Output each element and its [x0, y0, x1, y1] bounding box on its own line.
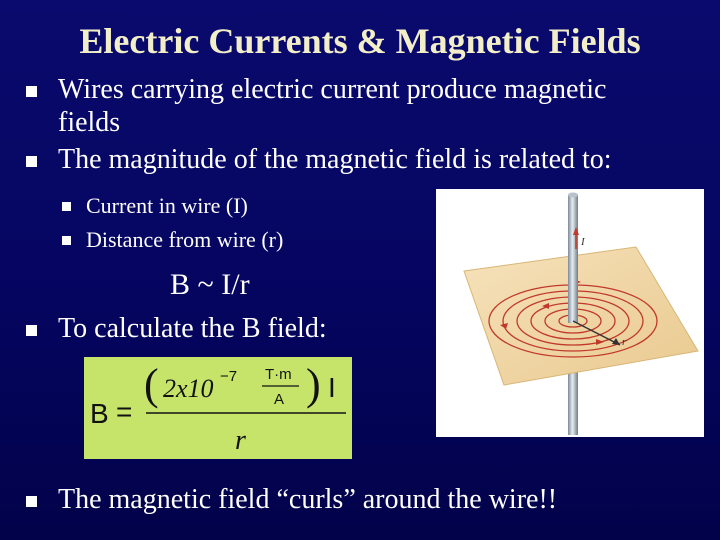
bullet-curls — [26, 484, 706, 516]
formula-unit-numerator: T·m — [265, 366, 292, 383]
radius-label: r — [622, 336, 627, 348]
formula-box — [84, 357, 352, 459]
wire-field-illustration — [436, 189, 704, 437]
bullet-wires-line1: Wires carrying electric current produce magnetic — [58, 74, 607, 105]
formula-equation — [84, 357, 352, 459]
bullet-wires-line2: fields — [58, 107, 121, 138]
sub-bullet-square-icon — [62, 236, 71, 245]
current-label: I — [581, 236, 585, 248]
bullet-wires — [26, 74, 706, 138]
formula-open-paren: ( — [144, 360, 159, 409]
slide-title: Electric Currents & Magnetic Fields — [79, 21, 641, 61]
formula-unit-denominator: A — [274, 391, 285, 408]
formula-current: I — [328, 372, 336, 403]
sub-bullet-current-text: Current in wire (I) — [86, 193, 248, 218]
bullet-calc — [26, 313, 426, 345]
sub-bullet-distance — [62, 226, 382, 254]
formula-coefficient: 2x10 — [163, 374, 214, 403]
bullet-square-icon — [26, 496, 37, 507]
wire-upper — [568, 195, 578, 323]
bullet-magnitude — [26, 144, 706, 176]
formula-exponent: −7 — [220, 368, 238, 385]
bullet-curls-text: The magnetic field “curls” around the wire!! — [58, 484, 558, 515]
wire-top-cap — [568, 193, 578, 198]
sub-bullet-distance-text: Distance from wire (r) — [86, 227, 284, 252]
formula-lhs: B — [90, 398, 109, 429]
bullet-square-icon — [26, 156, 37, 167]
bullet-calc-text: To calculate the B field: — [58, 313, 327, 344]
sub-bullet-current — [62, 192, 382, 220]
sub-bullet-square-icon — [62, 202, 71, 211]
wire-field-svg — [436, 189, 704, 437]
bullet-magnitude-text: The magnitude of the magnetic field is related to: — [58, 144, 612, 175]
formula-denominator: r — [235, 425, 246, 456]
formula-equals: = — [116, 396, 133, 427]
bullet-square-icon — [26, 86, 37, 97]
bullet-square-icon — [26, 325, 37, 336]
formula-close-paren: ) — [306, 360, 321, 409]
relation-text: B ~ I/r — [170, 268, 250, 301]
